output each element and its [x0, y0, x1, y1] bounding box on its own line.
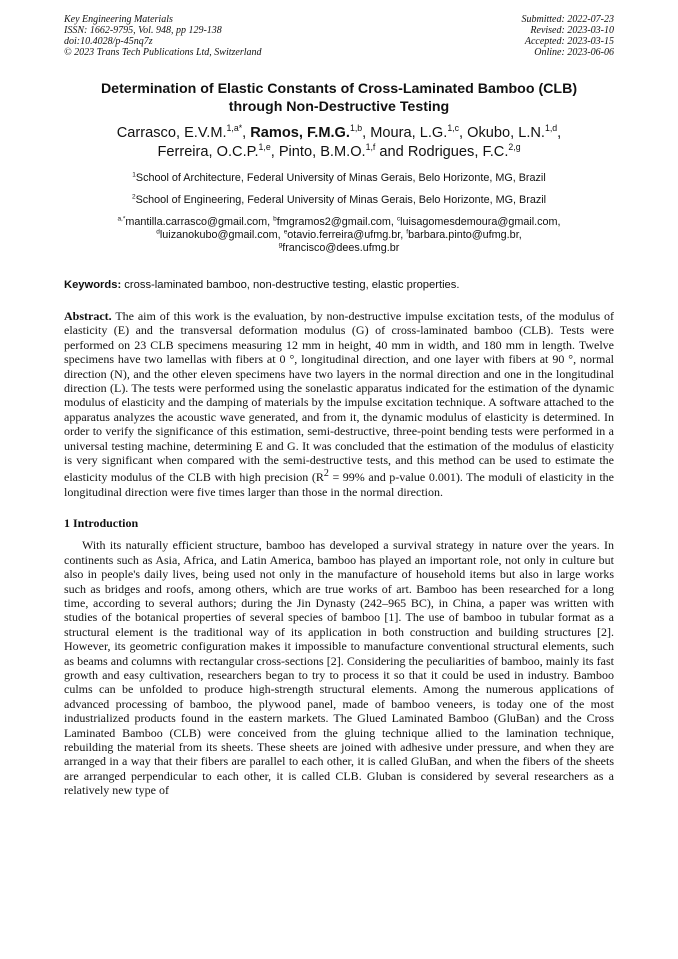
author-emails — [64, 216, 614, 255]
affiliation-1: $^1$School of Architecture, Federal University of Minas Gerais, Belo Horizonte, MG, Brazil — [132, 171, 546, 184]
abstract — [64, 309, 614, 499]
author: Okubo, L.N.$^{1,d}$, — [467, 123, 562, 141]
copyright: © 2023 Trans Tech Publications Ltd, Switzerland — [64, 47, 262, 58]
keywords-label: Keywords: — [64, 279, 122, 291]
online-date: Online: 2023-06-06 — [534, 47, 614, 58]
email-link[interactable]: $^c$luisagomesdemoura@gmail.com, — [396, 215, 561, 228]
title-line-2: through Non-Destructive Testing — [228, 99, 450, 115]
author: Carrasco, E.V.M.$^{1,a*}$, — [116, 123, 251, 141]
affiliation-2: $^2$School of Engineering, Federal University of Minas Gerais, Belo Horizonte, MG, Brazil — [131, 193, 547, 206]
doi[interactable]: doi:10.4028/p-45nq7z — [64, 36, 153, 47]
journal-name: Key Engineering Materials — [64, 14, 173, 25]
journal-header — [64, 14, 614, 58]
email-link[interactable]: $^b$fmgramos2@gmail.com, — [273, 215, 397, 228]
accepted-date: Accepted: 2023-03-15 — [524, 36, 614, 47]
abstract-text-end: = 99% and p-value 0.001). The moduli of elasticity in the longitudinal direction were five times larger than those in the normal direction. — [64, 470, 614, 499]
publication-dates — [522, 14, 615, 58]
email-link[interactable]: $^e$otavio.ferreira@ufmg.br, — [283, 228, 407, 241]
author: Rodrigues, F.C.$^{2,g}$ — [407, 142, 521, 160]
title-line-1: Determination of Elastic Constants of Cross-Laminated Bamboo (CLB) — [100, 81, 578, 97]
email-link[interactable]: $^f$barbara.pinto@ufmg.br, — [406, 228, 522, 241]
introduction-paragraph: With its naturally efficient structure, bamboo has developed a survival strategy in nature over the years. In continents such as Asia, Africa, and Latin America, bamboo has played an important role, not only in culture but also in people's daily lives, being used not only in the manufacture of household items but also in large works such as bridges and roofs, among others, which are true works of art. Bamboo has been researched for a long time, according to several authors; during the Jin Dynasty (242–965 BC), in China, a paper was written with studies of the botanical properties of several species of bamboo [1]. The use of bamboo in tubular format as a structural element is the traditional way of its application in both construction and building structures [2]. However, its geometric configuration makes it impossible to manufacture conventional structural elements, such as beams and columns with rectangular cross-sections [2]. Considering the peculiarities of bamboo, mainly its fast growth and easy cultivation, researchers began to try to process it so that it could be used in industry. Bamboo culms can be unfolded to produce high-strength structural elements. Among the numerous applications of advanced processing of bamboo, the plywood panel, made of bamboo veneers, is today one of the most industrialized products found in the eastern markets. The Glued Laminated Bamboo (GluBan) and the Cross Laminated Bamboo (CLB) were conceived from the gluing technique allied to the lamination technique, rebuilding the material from its sheets. These sheets are joined with adhesive under pressure, and when they are arranged in a way that their fibers are parallel to each other, it is called GluBan, and when the fibers of the sheets are arranged perpendicular to each other, it is called CLB. Gluban is considered by several researchers as a relatively new type of — [64, 538, 614, 798]
abstract-text: The aim of this work is the evaluation, by non-destructive impulse excitation tests, of the modulus of elasticity (E) and the transversal deformation modulus (G) of cross-laminated bamboo (CLB). Tests were performed on 23 CLB specimens measuring 12 mm in height, 40 mm in width, and 180 mm in length. Twelve specimens have two lamellas with fibers at 0 °, longitudinal direction, and one layer with fibers at 90 °, normal direction (N), and the other eleven specimens have two layers in the normal direction and one in the longitudinal direction (L). The tests were performed using the sonelastic apparatus indicated for the estimation of the dynamic modulus of elasticity and the damping of materials by the impulse excitation technique. A software attached to the apparatus analyzes the acoustic wave generated, and from it, the dynamic modulus of elasticity is determined. In order to verify the significance of this estimation, semi-destructive, three-point bending tests were performed in a universal testing machine, determining E and G. It was concluded that the estimation of the modulus of elasticity is very significant when compared with the semi-destructive tests, and this method can be used to estimate the elasticity modulus of the CLB with high precision (R — [64, 309, 614, 485]
r-squared-superscript: 2 — [323, 468, 329, 480]
email-link[interactable]: $^g$francisco@dees.ufmg.br — [278, 241, 400, 254]
keywords-text: cross-laminated bamboo, non-destructive testing, elastic properties. — [121, 279, 460, 291]
keywords — [64, 278, 614, 292]
author: Moura, L.G.$^{1,c}$, — [370, 123, 468, 141]
paper-title — [64, 80, 614, 116]
author: Pinto, B.M.O.$^{1,f}$ and — [278, 142, 408, 160]
revised-date: Revised: 2023-03-10 — [530, 25, 614, 36]
author: Ramos, F.M.G.$^{1,b}$, — [250, 123, 371, 141]
email-link[interactable]: $^d$luizanokubo@gmail.com, — [156, 228, 284, 241]
email-link[interactable]: $^{a,*}$mantilla.carrasco@gmail.com, — [117, 215, 274, 228]
issn-volume: ISSN: 1662-9795, Vol. 948, pp 129-138 — [64, 25, 222, 36]
author-list — [64, 124, 614, 162]
submitted-date: Submitted: 2022-07-23 — [521, 14, 614, 25]
publication-info — [64, 14, 262, 58]
author: Ferreira, O.C.P.$^{1,e}$, — [157, 142, 279, 160]
section-heading-introduction: 1 Introduction — [64, 516, 139, 531]
abstract-label: Abstract. — [64, 309, 112, 323]
